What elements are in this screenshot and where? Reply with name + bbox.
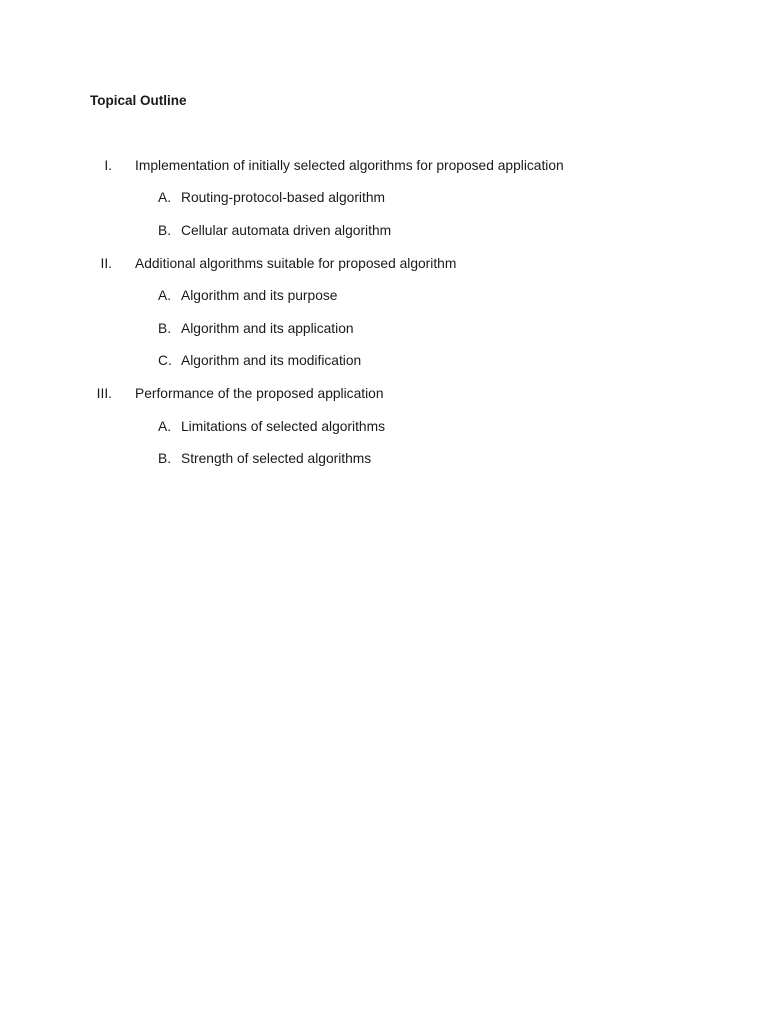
item-letter: A. [158, 288, 172, 303]
item-letter: A. [158, 190, 172, 205]
item-letter: B. [158, 223, 172, 238]
section-heading: Performance of the proposed application [135, 386, 384, 401]
item-text: Algorithm and its purpose [181, 288, 338, 303]
item-text: Algorithm and its modification [181, 353, 362, 368]
section-heading: Implementation of initially selected algorithms for proposed application [135, 158, 564, 173]
section-heading: Additional algorithms suitable for proposed algorithm [135, 256, 457, 271]
item-text: Cellular automata driven algorithm [181, 223, 392, 238]
item-letter: A. [158, 419, 172, 434]
item-letter: C. [158, 353, 172, 368]
item-text: Algorithm and its application [181, 321, 354, 336]
section-numeral: III. [96, 386, 112, 401]
item-letter: B. [158, 321, 172, 336]
page-title: Topical Outline [90, 93, 187, 108]
section-numeral: II. [100, 256, 112, 271]
section-numeral: I. [104, 158, 112, 173]
item-text: Routing-protocol-based algorithm [181, 190, 385, 205]
item-letter: B. [158, 451, 172, 466]
item-text: Limitations of selected algorithms [181, 419, 385, 434]
item-text: Strength of selected algorithms [181, 451, 372, 466]
